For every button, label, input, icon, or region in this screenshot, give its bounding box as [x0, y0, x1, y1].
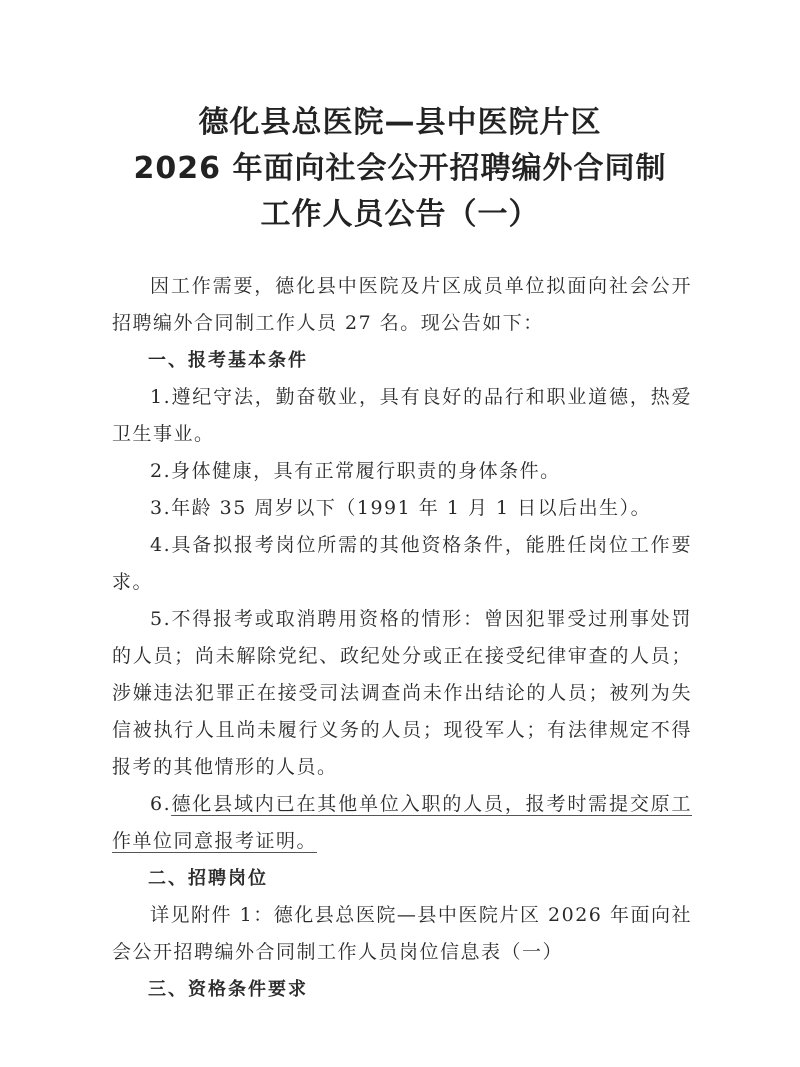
section-1-heading: 一、报考基本条件 — [148, 350, 308, 371]
intro-paragraph: 因工作需要，德化县中医院及片区成员单位拟面向社会公开招聘编外合同制工作人员 27 名。现公告如下： — [112, 275, 692, 334]
condition-item-3: 3.年龄 35 周岁以下（1991 年 1 月 1 日以后出生）。 — [150, 497, 652, 519]
title-line-1: 德化县总医院—县中医院片区 — [198, 105, 602, 140]
title-line-2: 2026 年面向社会公开招聘编外合同制 — [133, 151, 667, 186]
condition-item-2: 2.身体健康，具有正常履行职责的身体条件。 — [150, 460, 561, 482]
title-line-3: 工作人员公告（一） — [260, 197, 540, 232]
section-3-heading: 三、资格条件要求 — [148, 979, 308, 1000]
condition-item-1: 1.遵纪守法，勤奋敬业，具有良好的品行和职业道德，热爱卫生事业。 — [112, 386, 692, 445]
condition-item-5: 5.不得报考或取消聘用资格的情形：曾因犯罪受过刑事处罚的人员；尚未解除党纪、政纪处分或正在接受纪律审查的人员；涉嫌违法犯罪正在接受司法调查尚未作出结论的人员；被列为失信被执行人且尚未履行义务的人员；现役军人；有法律规定不得报考的其他情形的人员。 — [112, 608, 692, 778]
condition-item-6-number: 6. — [150, 793, 172, 815]
condition-item-6-text: 德化县域内已在其他单位入职的人员，报考时需提交原工作单位同意报考证明。 — [112, 793, 692, 852]
condition-item-4: 4.具备拟报考岗位所需的其他资格条件，能胜任岗位工作要求。 — [112, 534, 692, 593]
section-2-text: 详见附件 1：德化县总医院—县中医院片区 2026 年面向社会公开招聘编外合同制工作人员岗位信息表（一） — [112, 904, 692, 963]
condition-item-6 — [112, 786, 692, 860]
document-title — [0, 100, 800, 238]
section-2-heading: 二、招聘岗位 — [148, 868, 268, 889]
document-body — [112, 268, 692, 1008]
